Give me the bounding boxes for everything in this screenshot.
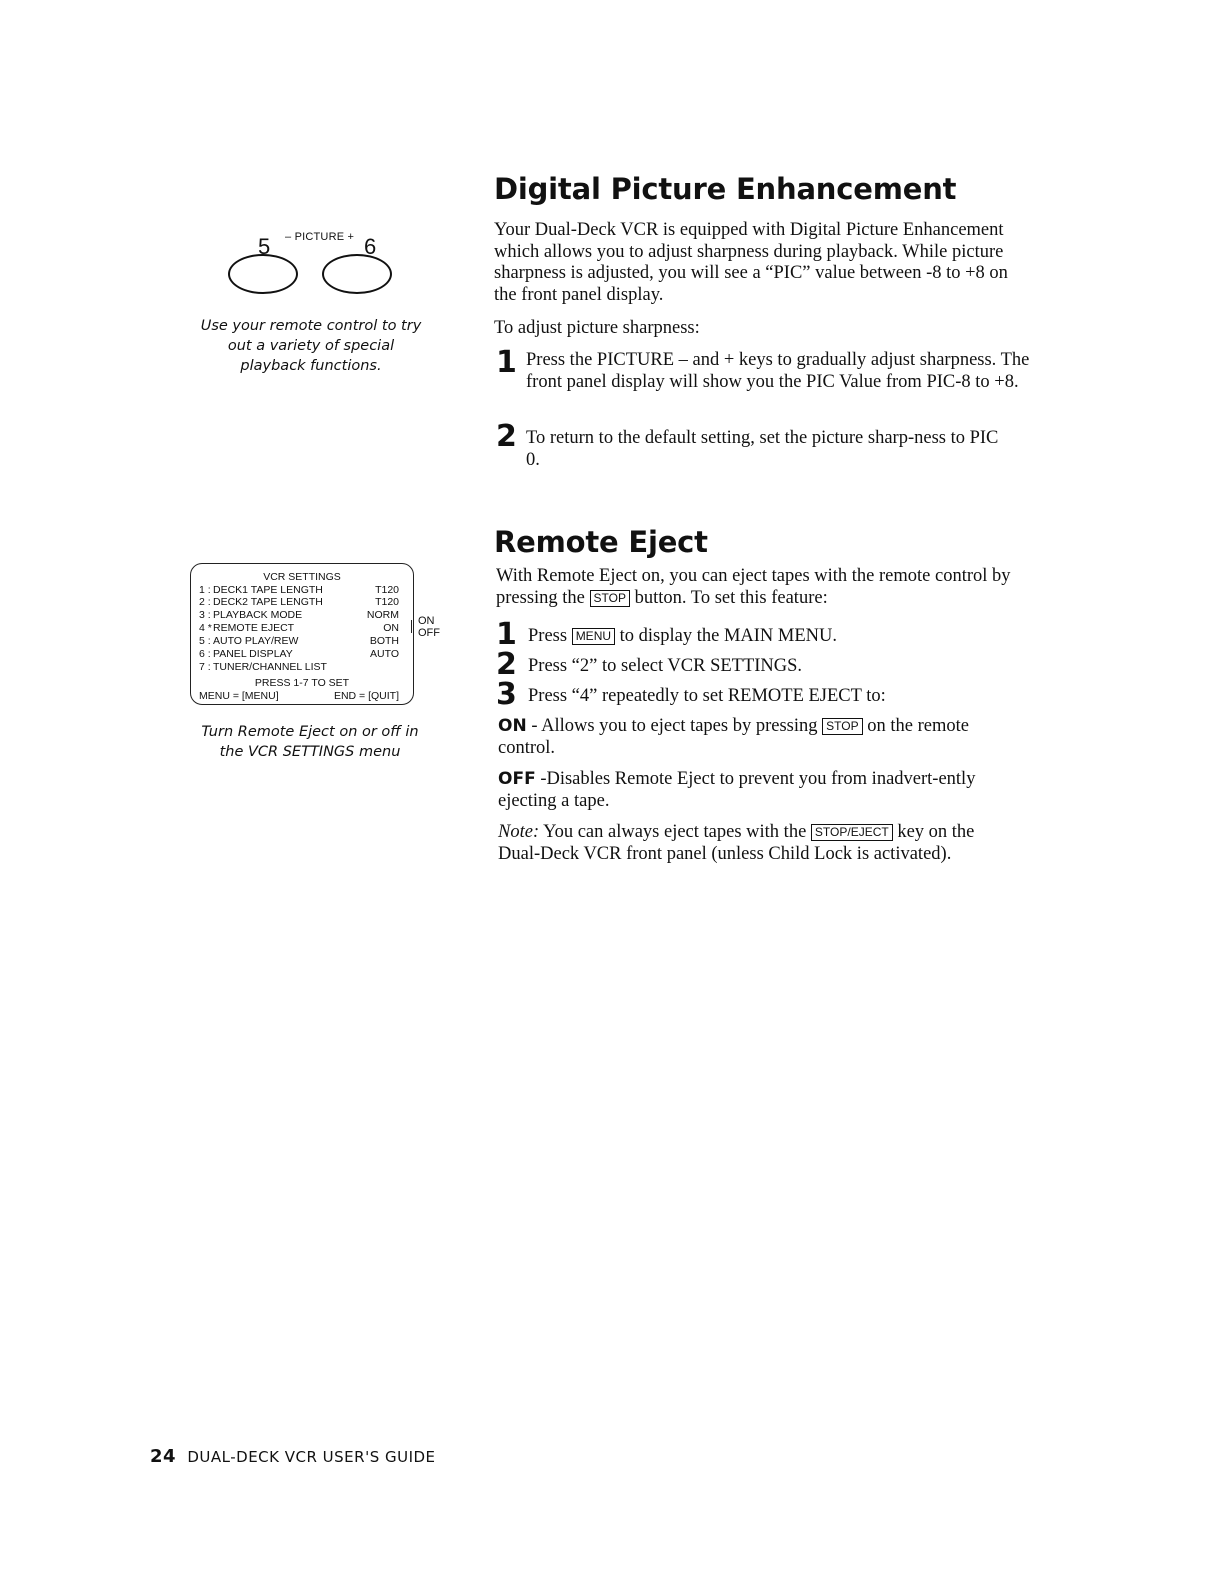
section1-step-1: Press the PICTURE – and + keys to gradually adjust sharpness. The front panel display will show you the PIC Value from PIC-8 to +8. bbox=[526, 350, 1030, 392]
step-number-2: 2 bbox=[496, 647, 517, 682]
option-on: ON bbox=[418, 615, 435, 627]
section-title-remote-eject: Remote Eject bbox=[494, 525, 708, 559]
vcr-menu-row: 7 : TUNER/CHANNEL LIST bbox=[199, 661, 327, 673]
section1-intro: Your Dual-Deck VCR is equipped with Digital Picture Enhancement which allows you to adjust sharpness during playback. While picture sharpness is adjusted, you will see a “PIC” value between -8 to +8 on the front panel display. bbox=[494, 220, 1008, 305]
note: Note: You can always eject tapes with the STOP/EJECT key on the Dual-Deck VCR front panel (unless Child Lock is activated). bbox=[498, 822, 975, 864]
option-off: OFF bbox=[418, 627, 440, 639]
option-off-description: OFF -Disables Remote Eject to prevent you from inadvert-ently ejecting a tape. bbox=[498, 769, 976, 811]
vcr-menu-footer-left: MENU = [MENU] bbox=[199, 690, 279, 702]
vcr-press-instruction: PRESS 1-7 TO SET bbox=[254, 677, 350, 689]
stop-eject-key-icon: STOP/EJECT bbox=[811, 824, 893, 841]
stop-key-icon: STOP bbox=[590, 590, 630, 607]
caption-remote-control: Use your remote control to try out a variety of special playback functions. bbox=[200, 318, 422, 374]
step-number-1: 1 bbox=[496, 617, 517, 652]
picture-minus-key-icon bbox=[228, 254, 298, 294]
picture-keys-figure bbox=[228, 228, 408, 306]
section1-lead: To adjust picture sharpness: bbox=[494, 318, 700, 338]
page-number: 24 bbox=[150, 1446, 177, 1467]
picture-key-label: – PICTURE + bbox=[285, 231, 355, 243]
section2-step-2: Press “2” to select VCR SETTINGS. bbox=[528, 656, 803, 676]
vcr-menu-footer-right: END = [QUIT] bbox=[333, 690, 399, 702]
eject-options bbox=[418, 615, 440, 639]
key-number-6: 6 bbox=[364, 234, 377, 259]
step-number-3: 3 bbox=[496, 677, 517, 712]
vcr-menu-row: 2 : DECK2 TAPE LENGTH T120 bbox=[199, 596, 399, 608]
step-number-2: 2 bbox=[496, 419, 517, 454]
caption-remote-eject: Turn Remote Eject on or off in the VCR SETTINGS menu bbox=[201, 724, 419, 760]
key-number-5: 5 bbox=[258, 234, 271, 259]
menu-key-icon: MENU bbox=[572, 628, 615, 645]
guide-title: DUAL-DECK VCR USER'S GUIDE bbox=[187, 1448, 436, 1466]
vcr-menu-row: 1 : DECK1 TAPE LENGTH T120 bbox=[199, 584, 399, 596]
section1-step-2: To return to the default setting, set the picture sharp-ness to PIC 0. bbox=[526, 428, 999, 470]
vcr-settings-screen bbox=[190, 563, 414, 705]
section2-step-3: Press “4” repeatedly to set REMOTE EJECT to: bbox=[528, 686, 886, 706]
section2-intro: With Remote Eject on, you can eject tapes with the remote control by pressing the STOP button. To set this feature: bbox=[496, 566, 1011, 608]
page-footer bbox=[150, 1446, 436, 1467]
stop-key-icon: STOP bbox=[822, 718, 862, 735]
step-number-1: 1 bbox=[496, 345, 517, 380]
option-on-description: ON - Allows you to eject tapes by pressing STOP on the remote control. bbox=[498, 716, 969, 758]
option-bracket bbox=[411, 620, 418, 633]
section-title-digital-picture: Digital Picture Enhancement bbox=[494, 172, 957, 206]
vcr-menu-row: 3 : PLAYBACK MODE NORM bbox=[199, 609, 399, 621]
vcr-menu-row-remote-eject: 4 *REMOTE EJECT ON bbox=[199, 622, 399, 634]
vcr-menu-row: 5 : AUTO PLAY/REW BOTH bbox=[199, 635, 399, 647]
section2-step-1: Press MENU to display the MAIN MENU. bbox=[528, 626, 838, 646]
vcr-menu-row: 6 : PANEL DISPLAY AUTO bbox=[199, 648, 399, 660]
picture-plus-key-icon bbox=[322, 254, 392, 294]
vcr-settings-title: VCR SETTINGS bbox=[263, 571, 341, 583]
